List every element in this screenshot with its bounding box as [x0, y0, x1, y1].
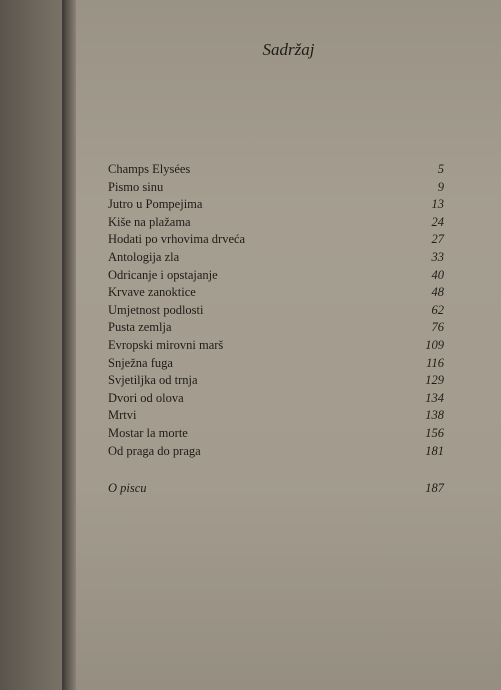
toc-entry — [108, 268, 444, 286]
toc-entry-page: 181 — [425, 443, 444, 458]
toc-entry — [108, 303, 444, 321]
table-of-contents — [108, 162, 444, 461]
page-title: Sadržaj — [262, 40, 315, 59]
toc-entry-page: 76 — [431, 320, 444, 335]
toc-entry-title: Antologija zla — [108, 249, 180, 264]
toc-entry-title: Mrtvi — [108, 408, 137, 423]
toc-entry — [108, 426, 444, 444]
toc-entry — [108, 391, 444, 409]
about-author-page: 187 — [425, 481, 444, 495]
toc-entry-title: Odricanje i opstajanje — [108, 267, 218, 282]
toc-entry-title: Umjetnost podlosti — [108, 302, 204, 317]
toc-entry-title: Snježna fuga — [108, 355, 173, 370]
toc-entry-title: Kiše na plažama — [108, 214, 191, 229]
toc-entry-page: 48 — [431, 285, 444, 300]
toc-entry-page: 5 — [437, 162, 444, 176]
toc-entry-page: 9 — [437, 179, 444, 194]
left-page — [0, 0, 62, 690]
toc-entry — [108, 408, 444, 426]
toc-entry-page: 33 — [431, 249, 444, 264]
toc-entry — [108, 373, 444, 391]
toc-entry-page: 24 — [431, 214, 444, 229]
toc-entry-page: 129 — [425, 373, 444, 388]
contents-page — [76, 0, 501, 690]
toc-entry-title: Hodati po vrhovima drveća — [108, 232, 246, 247]
about-author-title: O piscu — [108, 481, 147, 495]
toc-entry-title: Mostar la morte — [108, 425, 188, 440]
toc-entry — [108, 338, 444, 356]
toc-entry-title: Od praga do praga — [108, 443, 201, 458]
toc-entry — [108, 444, 444, 462]
toc-entry — [108, 285, 444, 303]
toc-entry-title: Pismo sinu — [108, 179, 164, 194]
toc-entry — [108, 356, 444, 374]
toc-entry — [108, 232, 444, 250]
toc-entry-title: Champs Elysées — [108, 162, 191, 176]
toc-entry — [108, 320, 444, 338]
toc-entry-page: 62 — [431, 302, 444, 317]
toc-entry-page: 27 — [431, 232, 444, 247]
toc-entry-title: Svjetiljka od trnja — [108, 373, 198, 388]
toc-entry-page: 156 — [425, 425, 444, 440]
toc-entry-page: 116 — [426, 355, 444, 370]
toc-entry-page: 109 — [425, 337, 444, 352]
toc-entry — [108, 250, 444, 268]
toc-entry-title: Dvori od olova — [108, 390, 184, 405]
toc-entry — [108, 197, 444, 215]
toc-entry-title: Krvave zanoktice — [108, 285, 196, 300]
toc-entry — [108, 180, 444, 198]
toc-entry-page: 13 — [431, 197, 444, 212]
toc-entry — [108, 162, 444, 180]
toc-entry-title: Jutro u Pompejima — [108, 197, 203, 212]
toc-entry-about-author — [108, 481, 444, 496]
toc-entry-page: 40 — [431, 267, 444, 282]
toc-entry-page: 138 — [425, 408, 444, 423]
toc-entry-title: Pusta zemlja — [108, 320, 172, 335]
book-gutter — [62, 0, 76, 690]
toc-entry — [108, 215, 444, 233]
toc-entry-page: 134 — [425, 390, 444, 405]
toc-entry-title: Evropski mirovni marš — [108, 337, 224, 352]
